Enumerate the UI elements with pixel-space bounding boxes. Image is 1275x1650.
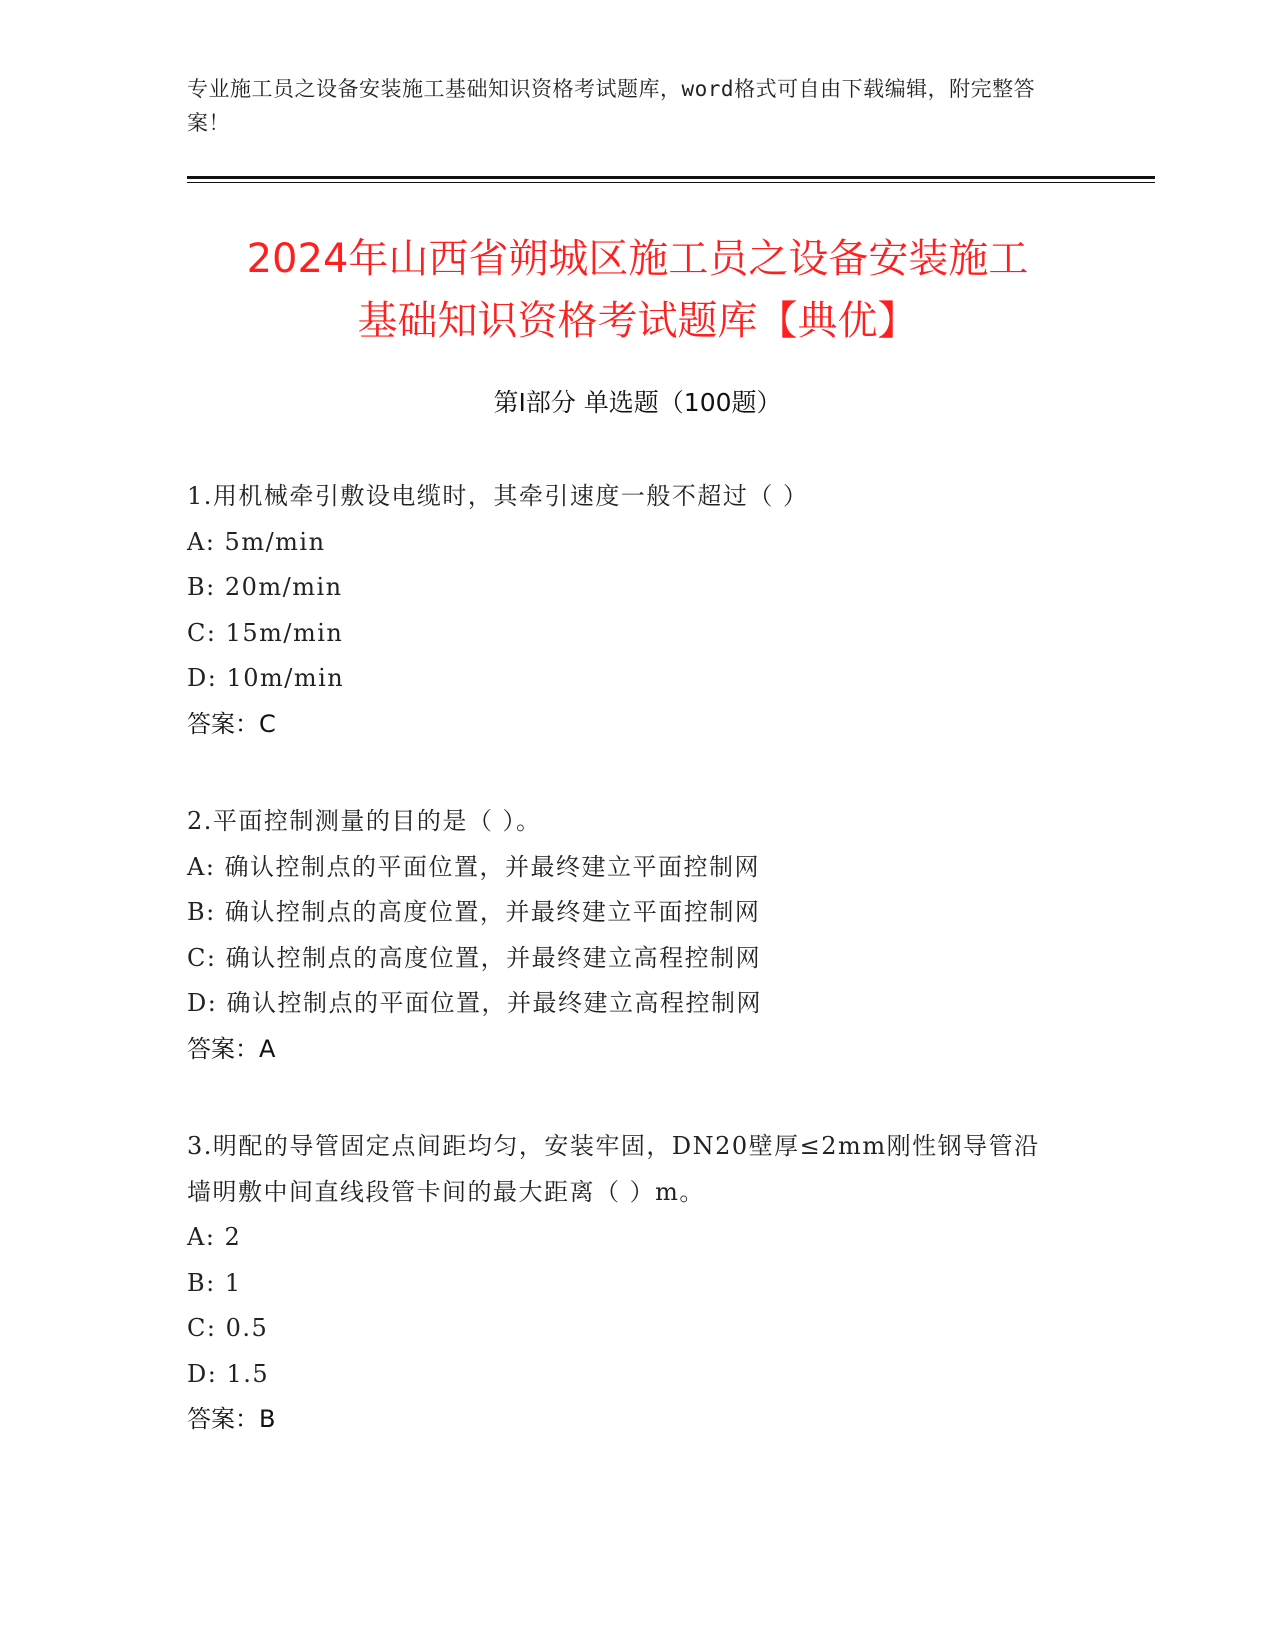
document-title-line-1: 2024年山西省朔城区施工员之设备安装施工 bbox=[246, 236, 1029, 282]
header-divider-thick bbox=[187, 176, 1155, 179]
option-d: D: 确认控制点的平面位置，并最终建立高程控制网 bbox=[187, 989, 762, 1017]
document-title bbox=[150, 228, 1125, 352]
option-c: C: 0.5 bbox=[187, 1314, 269, 1342]
question-1 bbox=[187, 474, 1087, 747]
header-note: 专业施工员之设备安装施工基础知识资格考试题库，word格式可自由下载编辑，附完整答案！ bbox=[187, 77, 1036, 135]
header-divider-thin bbox=[187, 182, 1155, 183]
option-a: A: 5m/min bbox=[187, 527, 326, 556]
option-d: D: 10m/min bbox=[187, 664, 345, 692]
option-b: B: 1 bbox=[187, 1268, 242, 1297]
question-2 bbox=[187, 799, 1087, 1072]
option-b: B: 20m/min bbox=[187, 573, 343, 601]
document-title-line-2: 基础知识资格考试题库【典优】 bbox=[357, 298, 918, 344]
option-b: B: 确认控制点的高度位置，并最终建立平面控制网 bbox=[187, 898, 761, 926]
option-a: A: 2 bbox=[187, 1223, 242, 1251]
answer: 答案：A bbox=[187, 1034, 276, 1063]
question-stem: 1.用机械牵引敷设电缆时，其牵引速度一般不超过（ ） bbox=[187, 482, 809, 510]
option-c: C: 15m/min bbox=[187, 618, 344, 647]
section-title: 第Ⅰ部分 单选题（100题） bbox=[493, 388, 782, 417]
answer: 答案：B bbox=[187, 1405, 276, 1433]
question-3 bbox=[187, 1124, 1087, 1443]
question-stem: 2.平面控制测量的目的是（ ）。 bbox=[187, 807, 542, 835]
question-stem: 3.明配的导管固定点间距均匀，安装牢固，DN20壁厚≤2mm刚性钢导管沿墙明敷中间直线段管卡间的最大距离（ ）m。 bbox=[187, 1132, 1040, 1206]
answer: 答案：C bbox=[187, 709, 276, 738]
option-a: A: 确认控制点的平面位置，并最终建立平面控制网 bbox=[187, 852, 761, 881]
option-c: C: 确认控制点的高度位置，并最终建立高程控制网 bbox=[187, 943, 762, 972]
question-list bbox=[187, 474, 1087, 1495]
option-d: D: 1.5 bbox=[187, 1359, 270, 1388]
